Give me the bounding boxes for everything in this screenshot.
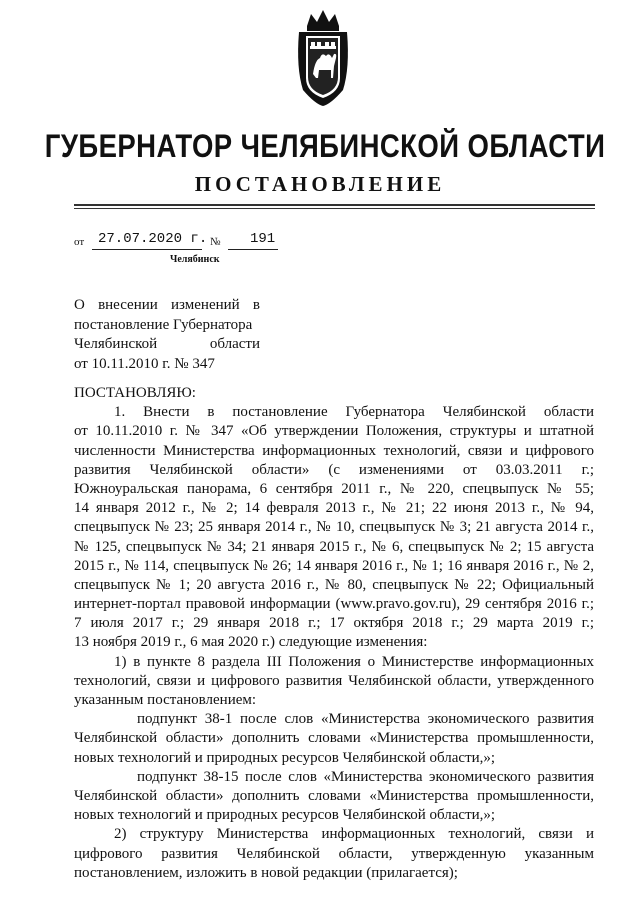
- coat-of-arms-emblem: [293, 8, 353, 108]
- subject-line: Челябинской области: [74, 336, 260, 352]
- body-line: новых технологий и природных ресурсов Челябинской области,»;: [74, 749, 496, 766]
- header-rule: [74, 204, 595, 206]
- subject-line: от 10.11.2010 г. № 347: [74, 355, 215, 372]
- body-line: численности Министерства информационных технологий, связи и цифрового: [74, 442, 594, 459]
- body-line: 13 ноября 2019 г., 6 мая 2020 г.) следующие изменения:: [74, 634, 428, 651]
- body-line: 1. Внести в постановление Губернатора Челябинской области: [114, 404, 594, 421]
- decree-heading: ПОСТАНОВЛЯЮ:: [74, 385, 196, 401]
- body-line: Южноуральская панорама, 6 сентября 2011 г., № 220, спецвыпуск № 55;: [74, 480, 594, 497]
- body-line: 14 января 2012 г., № 2; 14 февраля 2013 г., № 21; 22 июня 2013 г., № 94,: [74, 500, 594, 517]
- number-underline: [228, 249, 278, 250]
- subject-line: О внесении изменений в: [74, 297, 260, 313]
- body-line: подпункт 38-15 после слов «Министерства экономического развития: [137, 768, 594, 785]
- body-line: развития Челябинской области» (с изменениями от 03.03.2011 г.;: [74, 461, 594, 478]
- body-line: подпункт 38-1 после слов «Министерства экономического развития: [137, 711, 594, 728]
- body-line: интернет-портал правовой информации (www.pravo.gov.ru), 29 сентября 2016 г.;: [74, 596, 594, 613]
- body-line: Челябинской области» дополнить словами «Министерства промышленности,: [74, 730, 594, 747]
- body-line: 2) структуру Министерства информационных технологий, связи и: [114, 826, 594, 843]
- body-line: № 125, спецвыпуск № 34; 21 января 2015 г., № 6, спецвыпуск № 2; 15 августа: [74, 538, 594, 555]
- body-line: новых технологий и природных ресурсов Челябинской области,»;: [74, 807, 496, 824]
- body-line: от 10.11.2010 г. № 347 «Об утверждении Положения, структуры и штатной: [74, 423, 594, 440]
- document-number: 191: [250, 231, 276, 247]
- body-line: указанным постановлением:: [74, 692, 257, 709]
- city: Челябинск: [170, 254, 220, 265]
- document-date: 27.07.2020 г.: [98, 231, 208, 247]
- body-line: 7 июля 2017 г.; 29 января 2018 г.; 17 октября 2018 г.; 29 марта 2019 г.;: [74, 615, 594, 632]
- number-prefix: №: [210, 236, 221, 248]
- document-body: [74, 384, 594, 883]
- body-line: цифрового развития Челябинской области, утвержденную указанным: [74, 845, 594, 862]
- document-subject: [74, 296, 260, 374]
- date-underline: [92, 249, 202, 250]
- header-rule-thin: [74, 208, 595, 209]
- body-line: спецвыпуск № 23; 25 января 2014 г., № 10, спецвыпуск № 3; 21 августа 2014 г.,: [74, 519, 594, 536]
- date-prefix: от: [74, 236, 85, 248]
- body-line: Челябинской области» дополнить словами «Министерства промышленности,: [74, 788, 594, 804]
- body-line: технологий, связи и цифрового развития Челябинской области, утвержденного: [74, 672, 594, 689]
- subject-line: постановление Губернатора: [74, 316, 253, 333]
- body-line: постановлением, изложить в новой редакции (прилагается);: [74, 864, 458, 881]
- document-type: ПОСТАНОВЛЕНИЕ: [194, 172, 446, 196]
- body-line: 2015 г., № 114, спецвыпуск № 26; 14 января 2016 г., № 1; 16 января 2016 г., № 2,: [74, 557, 594, 574]
- body-line: спецвыпуск № 1; 20 августа 2016 г., № 80, спецвыпуск № 22; Официальный: [74, 576, 594, 593]
- issuer-title: ГУБЕРНАТОР ЧЕЛЯБИНСКОЙ ОБЛАСТИ: [44, 128, 606, 164]
- body-line: 1) в пункте 8 раздела III Положения о Министерстве информационных: [114, 653, 594, 670]
